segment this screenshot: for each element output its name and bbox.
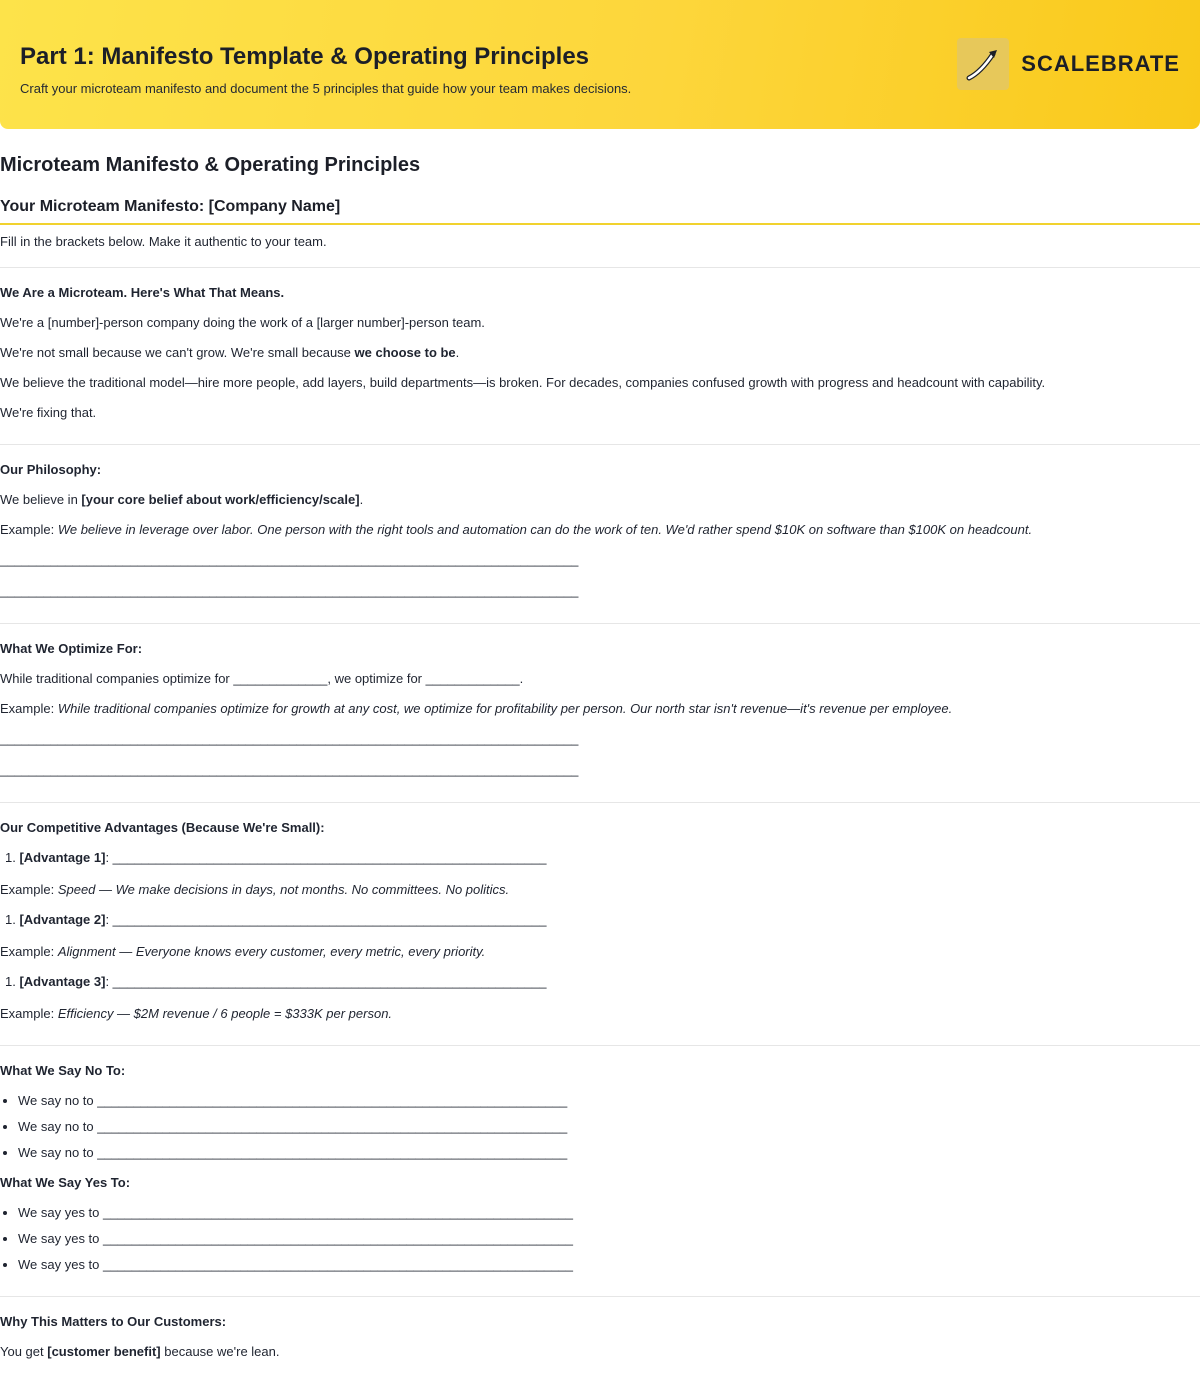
optimize-blank-2: ________________________________________________________________________________	[0, 762, 579, 777]
optimize-heading: What We Optimize For:	[0, 641, 143, 656]
example-text: Speed — We make decisions in days, not months. No committees. No politics.	[57, 882, 510, 897]
microteam-section	[0, 268, 1200, 445]
customers-section	[0, 1297, 1200, 1383]
philosophy-blank-1: ________________________________________________________________________________	[0, 552, 579, 567]
optimize-blank-1: ________________________________________________________________________________	[0, 731, 579, 746]
advantages-heading: Our Competitive Advantages (Because We're Small):	[0, 820, 325, 835]
example-label: Example:	[0, 522, 58, 537]
list-item: • We say no to _________________________________________________________________	[18, 1118, 1200, 1136]
advantage-blank: : ____________________________________________________________	[105, 974, 547, 989]
no-yes-section	[0, 1046, 1200, 1297]
example-text: Alignment — Everyone knows every customer, every metric, every priority.	[57, 944, 486, 959]
list-item: • We say yes to _________________________________________________________________	[18, 1230, 1200, 1248]
advantage-example-2	[0, 943, 1200, 961]
list-item: • We say yes to _________________________________________________________________	[18, 1204, 1200, 1222]
customers-post: because we're lean.	[160, 1344, 280, 1359]
advantage-item-2	[0, 911, 1200, 929]
advantage-example-3	[0, 1005, 1200, 1023]
advantage-number: 1.	[5, 850, 16, 865]
philosophy-section	[0, 445, 1200, 624]
section-title: Your Microteam Manifesto: [Company Name]	[0, 197, 1200, 225]
philosophy-pre: We believe in	[0, 492, 82, 507]
brand-name: SCALEBRATE	[1021, 51, 1180, 76]
say-yes-heading: What We Say Yes To:	[0, 1175, 131, 1190]
microteam-line-3: We believe the traditional model—hire more people, add layers, build departments—is broken. For decades, companies confused growth with progress and headcount with capability.	[0, 375, 1046, 390]
example-label: Example:	[0, 944, 58, 959]
header-subtitle: Craft your microteam manifesto and document the 5 principles that guide how your team makes decisions.	[20, 81, 632, 96]
philosophy-example	[0, 521, 1200, 539]
advantage-item-1	[0, 849, 1200, 867]
microteam-heading: We Are a Microteam. Here's What That Means.	[0, 285, 285, 300]
header-title: Part 1: Manifesto Template & Operating Principles	[20, 43, 590, 70]
philosophy-line	[0, 491, 1200, 509]
advantage-number: 1.	[5, 974, 16, 989]
optimize-section	[0, 624, 1200, 803]
say-no-heading: What We Say No To:	[0, 1063, 126, 1078]
brand	[957, 38, 1180, 90]
customers-heading: Why This Matters to Our Customers:	[0, 1314, 227, 1329]
logo-icon	[957, 38, 1009, 90]
example-text: We believe in leverage over labor. One person with the right tools and automation can do the work of ten. We'd rather spend $10K on software than $100K on headcount.	[57, 522, 1033, 537]
say-no-list	[0, 1092, 1200, 1162]
advantage-label: [Advantage 2]	[19, 912, 106, 927]
say-yes-list	[0, 1204, 1200, 1274]
intro-text: Fill in the brackets below. Make it authentic to your team.	[0, 233, 1200, 268]
page-header	[0, 0, 1200, 129]
philosophy-blank-2: ________________________________________________________________________________	[0, 583, 579, 598]
customers-line	[0, 1343, 1200, 1361]
example-text: Efficiency — $2M revenue / 6 people = $333K per person.	[57, 1006, 393, 1021]
list-item: • We say no to _________________________________________________________________	[18, 1144, 1200, 1162]
optimize-line: While traditional companies optimize for _____________, we optimize for _____________.	[0, 671, 524, 686]
philosophy-post: .	[359, 492, 364, 507]
example-text: While traditional companies optimize for growth at any cost, we optimize for profitability per person. Our north star isn't revenue—it's revenue per employee.	[57, 701, 953, 716]
line2-bold: we choose to be	[354, 345, 456, 360]
microteam-line-4: We're fixing that.	[0, 405, 97, 420]
advantage-number: 1.	[5, 912, 16, 927]
line2-pre: We're not small because we can't grow. We're small because	[0, 345, 355, 360]
advantage-label: [Advantage 3]	[19, 974, 106, 989]
example-label: Example:	[0, 1006, 58, 1021]
philosophy-bold: [your core belief about work/efficiency/scale]	[81, 492, 360, 507]
microteam-line-2	[0, 344, 1200, 362]
advantage-label: [Advantage 1]	[19, 850, 106, 865]
advantage-blank: : ____________________________________________________________	[105, 850, 547, 865]
list-item: • We say yes to _________________________________________________________________	[18, 1256, 1200, 1274]
customers-bold: [customer benefit]	[47, 1344, 161, 1359]
microteam-line-1: We're a [number]-person company doing the work of a [larger number]-person team.	[0, 315, 485, 330]
document-title: Microteam Manifesto & Operating Principles	[0, 154, 421, 176]
advantage-example-1	[0, 881, 1200, 899]
advantage-item-3	[0, 973, 1200, 991]
customers-pre: You get	[0, 1344, 48, 1359]
example-label: Example:	[0, 701, 58, 716]
example-label: Example:	[0, 882, 58, 897]
advantages-section	[0, 803, 1200, 1046]
optimize-example	[0, 700, 1200, 718]
line2-post: .	[455, 345, 460, 360]
philosophy-heading: Our Philosophy:	[0, 462, 102, 477]
list-item: • We say no to _________________________________________________________________	[18, 1092, 1200, 1110]
advantage-blank: : ____________________________________________________________	[105, 912, 547, 927]
